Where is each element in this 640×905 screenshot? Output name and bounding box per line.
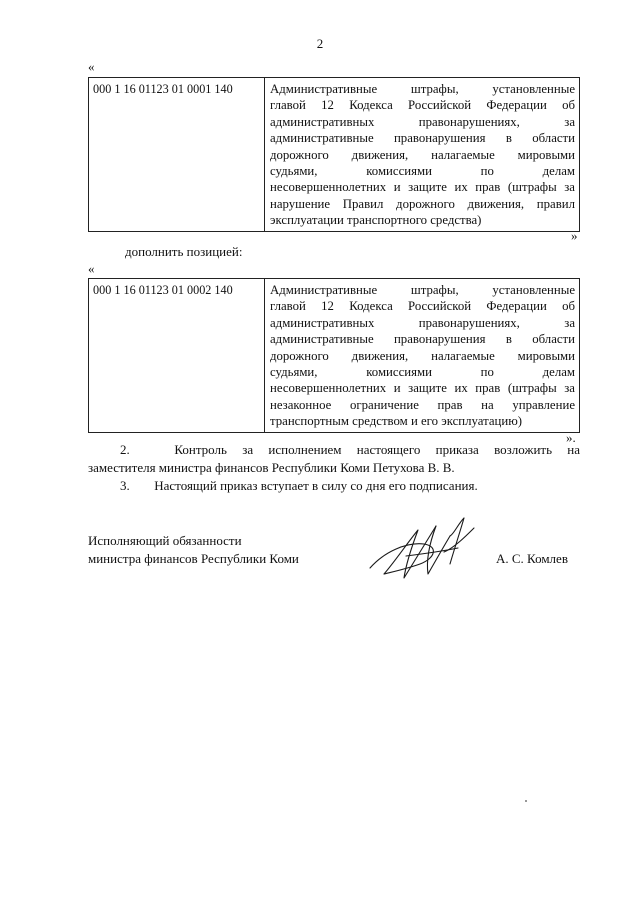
signatory-title [88,532,299,568]
handwritten-signature [366,512,490,590]
description-line: нарушение Правил дорожного движения, правил [270,196,575,211]
description-line: административных правонарушениях, за [270,315,575,330]
signatory-title-line: Исполняющий обязанности [88,533,242,548]
description-line: судьями, комиссиями по делам [270,365,575,380]
description-line: несовершеннолетних и защите их прав (штрафы за [270,381,575,396]
signatory-title-line: министра финансов Республики Коми [88,551,299,566]
description-line: административные правонарушения в области [270,131,575,146]
description-line: административные правонарушения в области [270,332,575,347]
description-line: транспортным средством и его эксплуатацию) [270,414,523,429]
item-text: Настоящий приказ вступает в силу со дня его подписания. [154,478,478,493]
table-row [88,278,580,433]
budget-code-cell: 000 1 16 01123 01 0001 140 [89,78,265,231]
item-3 [88,477,580,495]
description-line: главой 12 Кодекса Российской Федерации об [270,98,575,113]
description-line: дорожного движения, налагаемые мировыми [270,147,575,162]
description-cell [265,78,579,231]
item-text: Контроль за исполнением настоящего приказа возложить на [174,442,581,457]
item-2 [88,441,580,477]
description-line: дорожного движения, налагаемые мировыми [270,348,575,363]
open-quote: « [88,261,95,276]
page-number: 2 [316,36,324,51]
item-text: заместителя министра финансов Республики Коми Петухова В. В. [88,460,455,475]
description-line: административных правонарушениях, за [270,114,575,129]
description-line: эксплуатации транспортного средства) [270,213,482,228]
open-quote: « [88,59,95,74]
description-line: главой 12 Кодекса Российской Федерации об [270,299,575,314]
add-position-text: дополнить позицией: [125,244,243,259]
scan-speck [525,800,527,802]
description-line: Административные штрафы, установленные [270,283,575,297]
description-line: судьями, комиссиями по делам [270,164,575,179]
close-quote: » [571,228,578,243]
item-number: 3. [120,478,130,493]
close-quote-period: ». [566,430,576,445]
budget-code-cell: 000 1 16 01123 01 0002 140 [89,279,265,432]
item-number: 2. [120,442,130,457]
signer-name: А. С. Комлев [496,551,568,566]
description-cell [265,279,579,432]
description-line: незаконное ограничение прав на управление [270,397,575,412]
description-line: несовершеннолетних и защите их прав (штрафы за [270,180,575,195]
description-line: Административные штрафы, установленные [270,82,575,96]
table-row [88,77,580,232]
